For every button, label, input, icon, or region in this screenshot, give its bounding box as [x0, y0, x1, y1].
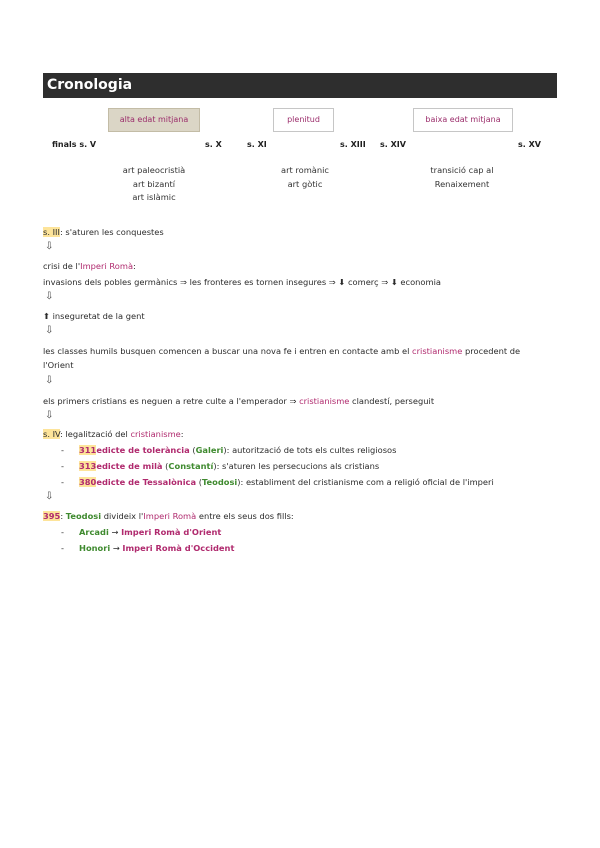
down-arrow-icon: ⇩: [45, 375, 54, 386]
art-item: art gòtic: [287, 178, 323, 189]
term-teodosi: Teodosi: [65, 511, 102, 521]
text-segment: crisi de l': [43, 261, 81, 271]
art-item: Renaixement: [434, 178, 490, 189]
edict-person: Galeri: [195, 445, 224, 455]
art-item: art bizantí: [132, 178, 176, 189]
century-label: s. XV: [518, 140, 541, 149]
term-imperi-roma: Imperi Romà: [143, 511, 197, 521]
son-empire: Imperi Romà d'Occident: [122, 543, 235, 553]
art-item: art paleocristià: [122, 165, 186, 175]
text-segment: ):: [237, 477, 246, 487]
text-segment: clandestí, perseguit: [349, 396, 435, 406]
highlight-year: 395: [43, 511, 61, 521]
down-arrow-icon: ⇩: [45, 241, 54, 252]
term-cristianisme: cristianisme: [130, 429, 181, 439]
down-arrow-icon: ⇩: [45, 291, 54, 302]
edict-person: Teodosi: [201, 477, 238, 487]
text-segment: ):: [223, 445, 233, 455]
text-line: [43, 260, 136, 272]
edict-name: edicte de milà: [96, 461, 163, 471]
edict-desc: s'aturen les persecucions als cristians: [222, 461, 380, 471]
century-label: s. X: [205, 140, 222, 149]
bullet-dash: -: [61, 477, 64, 487]
text-line: invasions dels pobles germànics ⇒ les fronteres es tornen insegures ⇒ ⬇ comerç ⇒ ⬇ economia: [43, 277, 441, 287]
edict-desc: autorització de tots els cultes religiosos: [232, 445, 397, 455]
period-box-alta-edat-mitjana: alta edat mitjana: [108, 108, 200, 132]
term-cristianisme: cristianisme: [299, 396, 350, 406]
text-segment: :: [60, 511, 66, 521]
text-segment: : s'aturen les conquestes: [59, 227, 164, 237]
son-name: Honori: [79, 543, 111, 553]
right-arrow-icon: →: [108, 527, 122, 537]
edict-year: 313: [79, 461, 97, 471]
edict-year: 380: [79, 477, 97, 487]
art-item: transició cap al: [430, 165, 494, 175]
highlight-century: s. IV: [43, 429, 61, 439]
text-segment: (: [189, 445, 196, 455]
term-cristianisme: cristianisme: [412, 346, 463, 356]
edict-desc: establiment del cristianisme com a religió oficial de l'imperi: [245, 477, 494, 487]
son-empire: Imperi Romà d'Orient: [121, 527, 222, 537]
text-line: [43, 428, 184, 440]
edict-person: Constantí: [168, 461, 214, 471]
art-item: art romànic: [281, 165, 329, 175]
century-label: s. XI: [247, 140, 267, 149]
son-name: Arcadi: [79, 527, 109, 537]
text-line: [43, 226, 164, 238]
century-label: s. XIII: [340, 140, 366, 149]
down-arrow-icon: ⇩: [45, 410, 54, 421]
bullet-dash: -: [61, 445, 64, 455]
bullet-dash: -: [61, 461, 64, 471]
text-segment: divideix l': [101, 511, 144, 521]
right-arrow-icon: →: [110, 543, 123, 553]
bullet-dash: -: [61, 527, 64, 537]
text-segment: els primers cristians es neguen a retre culte a l'emperador ⇒: [43, 396, 300, 406]
century-label: s. XIV: [380, 140, 406, 149]
text-segment: les classes humils busquen comencen a buscar una nova fe i entren en contacte amb el: [43, 346, 413, 356]
text-segment: : legalització del: [60, 429, 131, 439]
edict-name: edicte de Tessalònica: [96, 477, 197, 487]
text-line: [43, 395, 434, 407]
term-imperi-roma: Imperi Romà: [80, 261, 134, 271]
text-line: [43, 510, 294, 522]
text-line: ⬆ inseguretat de la gent: [43, 311, 145, 321]
art-item: art islàmic: [132, 192, 176, 202]
century-label: finals s. V: [52, 140, 97, 149]
bullet-dash: -: [61, 543, 64, 553]
down-arrow-icon: ⇩: [45, 491, 54, 502]
chronology-body: [43, 0, 557, 848]
text-line: [43, 345, 520, 357]
edict-year: 311: [79, 445, 97, 455]
text-segment: procedent de: [462, 346, 521, 356]
text-segment: (: [162, 461, 169, 471]
text-line: l'Orient: [43, 360, 74, 370]
page-title: Cronologia: [43, 73, 557, 98]
period-box-baixa-edat-mitjana: baixa edat mitjana: [413, 108, 513, 132]
text-segment: :: [133, 261, 136, 271]
text-segment: entre els seus dos fills:: [196, 511, 294, 521]
highlight-century: s. III: [43, 227, 60, 237]
edict-name: edicte de tolerància: [96, 445, 190, 455]
period-box-plenitud: plenitud: [273, 108, 334, 132]
text-segment: (: [196, 477, 202, 487]
text-segment: ):: [213, 461, 222, 471]
down-arrow-icon: ⇩: [45, 325, 54, 336]
text-segment: :: [180, 429, 184, 439]
